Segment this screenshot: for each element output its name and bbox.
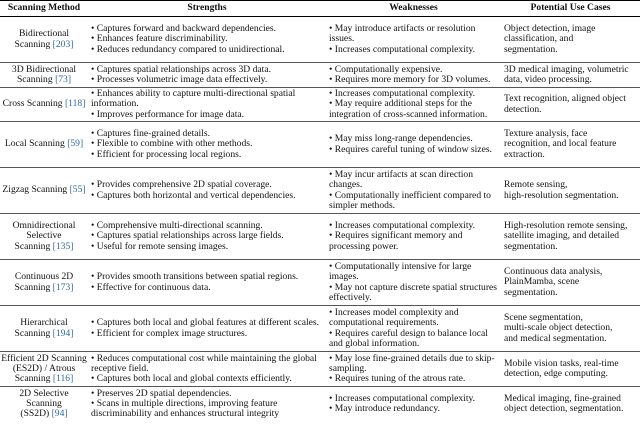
weaknesse-item: • May not capture discrete spatial structures effectively. [329,283,498,304]
weaknesse-item: • May require additional steps for the integration of cross-scanned information. [329,99,498,120]
header-strengths: Strengths [88,1,326,17]
weaknesse-item: • Increases computational complexity. [329,89,498,99]
citation-link[interactable]: [55] [69,184,86,196]
weaknesse-item: • May miss long-range dependencies. [329,134,498,144]
weaknesse-item: • May lose fine-grained details due to skip-sampling. [329,354,498,375]
citation-link[interactable]: [116] [52,373,74,385]
method-cell [0,88,88,122]
weaknesse-item: • Computationally intensive for large images. [329,262,498,283]
method-name-line: Continuous 2D [14,271,74,283]
use-case-line: Continuous data analysis, [504,266,603,278]
weaknesse-item: • May introduce artifacts or resolution issues. [329,24,498,45]
use-case-line: Medical imaging, fine-grained [504,392,621,404]
use-case-line: Object detection, image [504,23,596,35]
table-row [0,63,640,88]
method-cell [0,387,88,422]
table-header-row [0,1,640,17]
strengths-cell [88,387,326,422]
use-case-line: and medical segmentation. [504,332,607,344]
use-case-line: extraction. [504,148,545,160]
strength-item: • Preserves 2D spatial dependencies. [91,389,323,399]
strengths-cell [88,168,326,214]
use-case-line: segmentation. [504,240,558,252]
use-case-line: high-resolution segmentation. [504,189,619,201]
strengths-cell [88,352,326,387]
use-case-line: segmentation. [504,286,558,298]
citation-link[interactable]: [194] [52,327,74,339]
method-cell [0,306,88,352]
use-cases-cell [501,352,640,387]
weaknesses-cell [326,168,501,214]
weaknesse-item: • May incur artifacts at scan direction changes. [329,170,498,191]
weaknesse-item: • Increases computational complexity. [329,221,498,231]
strength-item: • Captures both local and global contexts efficiently. [91,374,323,384]
strengths-cell [88,63,326,88]
use-cases-cell [501,63,640,88]
use-case-line: Texture analysis, face [504,128,588,140]
strengths-cell [88,88,326,122]
strength-item: • Comprehensive multi-directional scanning. [91,221,323,231]
table-row [0,17,640,63]
use-case-line: detection. [504,103,542,115]
strengths-cell [88,260,326,306]
strength-item: • Efficient for complex image structures. [91,329,323,339]
strength-item: • Captures both horizontal and vertical dependencies. [91,191,323,201]
weaknesses-cell [326,260,501,306]
citation-link[interactable]: [135] [52,240,74,252]
method-name-line: Local Scanning [4,138,65,150]
method-cell [0,122,88,168]
weaknesses-cell [326,122,501,168]
header-use-cases: Potential Use Cases [501,1,640,17]
method-cell [0,63,88,88]
method-cell [0,260,88,306]
method-name-line: 3D Bidirectional [11,63,77,75]
weaknesses-cell [326,352,501,387]
use-case-line: High-resolution remote sensing, [504,220,628,232]
method-name-line: Selective Scanning [14,230,62,252]
citation-link[interactable]: [203] [52,38,74,50]
use-cases-cell [501,260,640,306]
weaknesse-item: • Requires tuning of the atrous rate. [329,374,498,384]
use-case-line: classification, and [504,33,574,45]
strengths-cell [88,122,326,168]
table-row [0,168,640,214]
weaknesse-item: • Increases computational complexity. [329,394,498,404]
use-case-line: Text recognition, aligned object [504,93,626,105]
weaknesse-item: • Computationally inefficient compared to simpler methods. [329,191,498,212]
use-case-line: multi-scale object detection, [504,322,613,334]
weaknesses-cell [326,17,501,63]
use-cases-cell [501,306,640,352]
use-case-line: Remote sensing, [504,179,568,191]
method-name-line: Efficient 2D Scanning [1,352,87,364]
strength-item: • Processes volumetric image data effectively. [91,75,323,85]
strength-item: • Flexible to combine with other methods. [91,139,323,149]
citation-link[interactable]: [118] [64,98,86,110]
strength-item: • Effective for continuous data. [91,283,323,293]
strength-item: • Enhances feature discriminability. [91,34,323,44]
use-case-line: Mobile vision tasks, real-time [504,357,619,369]
table-row [0,260,640,306]
strength-item: • Captures both local and global features at different scales. [91,318,323,328]
use-case-line: segmentation. [504,43,558,55]
weaknesse-item: • Requires more memory for 3D volumes. [329,75,498,85]
method-name-line: Scanning [16,74,53,85]
method-cell [0,17,88,63]
weaknesses-cell [326,63,501,88]
strength-item: • Provides comprehensive 2D spatial coverage. [91,180,323,190]
strength-item: • Useful for remote sensing images. [91,242,323,252]
strength-item: • Captures spatial relationships across large fields. [91,231,323,241]
table-row [0,352,640,387]
use-cases-cell [501,387,640,422]
strengths-cell [88,214,326,260]
strength-item: • Captures spatial relationships across 3D data. [91,65,323,75]
method-name-line: Scanning [14,281,51,293]
table-row [0,306,640,352]
weaknesses-cell [326,387,501,422]
use-case-line: recognition, and local feature [504,138,617,150]
weaknesse-item: • May introduce redundancy. [329,404,498,414]
table-row [0,214,640,260]
strengths-cell [88,306,326,352]
strength-item: • Improves performance for image data. [91,110,323,120]
method-name-line: Cross Scanning [2,98,63,110]
method-name-line: 2D Selective Scanning [19,387,69,410]
method-name-line: Omnidirectional [12,220,76,232]
use-cases-cell [501,88,640,122]
weaknesse-item: • Computationally expensive. [329,65,498,75]
method-name-line: (ES2D) / Atrous [12,362,76,374]
strength-item: • Provides smooth transitions between spatial regions. [91,272,323,282]
header-scanning-method: Scanning Method [0,1,88,17]
weaknesses-cell [326,214,501,260]
use-case-line: data, video processing. [504,74,592,85]
weaknesse-item: • Increases computational complexity. [329,45,498,55]
strength-item: • Reduces redundancy compared to unidirectional. [91,45,323,55]
use-cases-cell [501,168,640,214]
weaknesses-cell [326,306,501,352]
use-cases-cell [501,17,640,63]
table-row [0,88,640,122]
weaknesses-cell [326,88,501,122]
strengths-cell [88,17,326,63]
method-cell [0,352,88,387]
use-case-line: satellite imaging, and detailed [504,230,620,242]
method-name-line: Scanning [14,373,51,385]
method-name-line: Bidirectional Scanning [14,28,70,50]
header-weaknesses: Weaknesses [326,1,501,17]
strength-item: • Efficient for processing local regions. [91,150,323,160]
use-case-line: detection, edge computing. [504,368,608,379]
weaknesse-item: • Requires significant memory and processing power. [329,231,498,252]
strength-item: • Enhances ability to capture multi-directional spatial information. [91,89,323,110]
strength-item: • Captures forward and backward dependencies. [91,24,323,34]
citation-link[interactable]: [73] [55,74,72,85]
method-name-line: (SS2D) [20,408,50,420]
citation-link[interactable]: [173] [52,281,74,293]
method-name-line: Zigzag Scanning [2,184,68,196]
citation-link[interactable]: [94] [51,408,68,420]
use-case-line: Scene segmentation, [504,312,583,324]
table-row [0,387,640,422]
strength-item: • Scans in multiple directions, improving feature discriminability and enhances structural integrity [91,399,323,420]
use-cases-cell [501,214,640,260]
method-cell [0,214,88,260]
use-case-line: PlainMamba, scene [504,276,580,288]
method-cell [0,168,88,214]
table-row [0,122,640,168]
use-case-line: 3D medical imaging, volumetric [504,63,629,75]
strength-item: • Reduces computational cost while maintaining the global receptive field. [91,354,323,375]
method-name-line: Hierarchical Scanning [14,317,68,339]
use-case-line: object detection, segmentation. [504,403,624,415]
strength-item: • Captures fine-grained details. [91,129,323,139]
citation-link[interactable]: [59] [67,138,84,150]
use-cases-cell [501,122,640,168]
weaknesse-item: • Requires careful tuning of window sizes. [329,145,498,155]
weaknesse-item: • Requires careful design to balance local and global information. [329,329,498,350]
weaknesse-item: • Increases model complexity and computational requirements. [329,308,498,329]
